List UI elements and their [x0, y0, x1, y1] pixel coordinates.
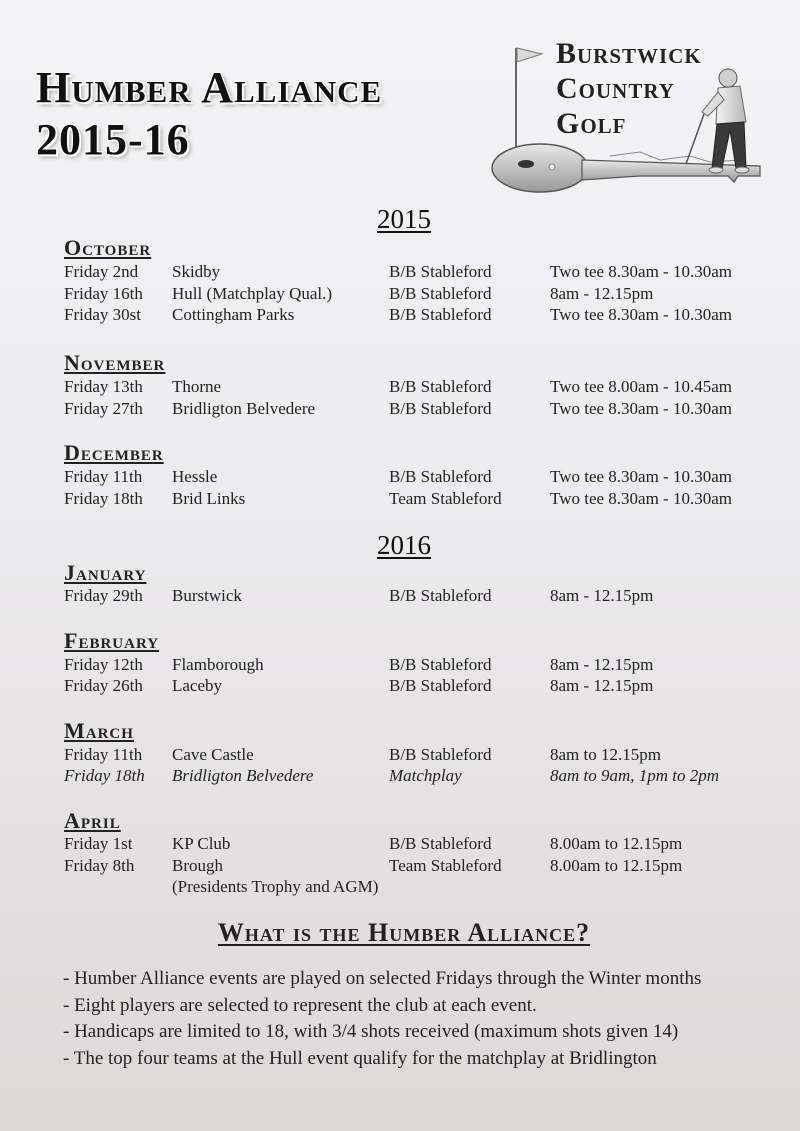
event-venue: Cottingham Parks — [172, 305, 295, 324]
month-december: December — [64, 440, 164, 465]
month-march: March — [64, 718, 134, 743]
event-row — [0, 489, 800, 511]
event-venue: Laceby — [172, 676, 223, 695]
event-time: Two tee 8.00am - 10.45am — [550, 377, 732, 396]
event-date: Friday 8th — [64, 856, 135, 875]
event-date: Friday 12th — [64, 655, 143, 674]
logo-line-2: Country — [556, 72, 675, 105]
list-item: - Humber Alliance events are played on selected Fridays through the Winter months — [63, 968, 702, 989]
logo-line-1: Burstwick — [556, 37, 702, 70]
event-time: Two tee 8.30am - 10.30am — [550, 305, 732, 324]
event-venue: Bridligton Belvedere — [172, 766, 314, 785]
title-line-2: 2015-16 — [36, 115, 190, 164]
event-time: Two tee 8.30am - 10.30am — [550, 467, 732, 486]
event-format: Team Stableford — [389, 489, 502, 508]
list-item: - Handicaps are limited to 18, with 3/4 shots received (maximum shots given 14) — [63, 1021, 679, 1042]
event-venue: Brid Links — [172, 489, 246, 508]
event-time: Two tee 8.30am - 10.30am — [550, 399, 732, 418]
about-heading: What is the Humber Alliance? — [217, 918, 591, 947]
list-item: - Eight players are selected to represent the club at each event. — [63, 994, 537, 1016]
event-time: Two tee 8.30am - 10.30am — [550, 262, 732, 281]
month-april: April — [64, 808, 121, 833]
event-time: 8am - 12.15pm — [550, 655, 654, 674]
event-format: Matchplay — [389, 766, 462, 785]
event-row — [0, 467, 800, 489]
event-date: Friday 18th — [64, 766, 145, 785]
month-november: November — [64, 350, 166, 375]
event-format: B/B Stableford — [389, 377, 492, 396]
event-venue: Flamborough — [172, 655, 264, 674]
year-heading-2015: 2015 — [377, 204, 431, 234]
event-row — [0, 586, 800, 608]
event-row — [0, 676, 800, 698]
event-date: Friday 18th — [64, 489, 143, 508]
event-format: B/B Stableford — [389, 262, 492, 281]
event-venue: Skidby — [172, 262, 221, 281]
event-format: B/B Stableford — [389, 655, 492, 674]
event-venue: Bridligton Belvedere — [172, 399, 316, 418]
event-date: Friday 11th — [64, 745, 143, 764]
event-date: Friday 1st — [64, 834, 133, 853]
event-row — [0, 377, 800, 399]
event-row — [0, 305, 800, 327]
event-venue: Burstwick — [172, 586, 242, 605]
event-row — [0, 745, 800, 767]
club-logo-text — [556, 36, 702, 141]
logo-line-3: Golf — [556, 107, 627, 140]
event-date: Friday 29th — [64, 586, 143, 605]
event-venue: Thorne — [172, 377, 222, 396]
event-row — [0, 856, 800, 878]
event-date: Friday 13th — [64, 377, 143, 396]
event-time: Two tee 8.30am - 10.30am — [550, 489, 732, 508]
event-format: B/B Stableford — [389, 284, 492, 303]
event-format: B/B Stableford — [389, 745, 492, 764]
event-date: Friday 26th — [64, 676, 143, 695]
event-time: 8.00am to 12.15pm — [550, 856, 683, 875]
event-time: 8am to 12.15pm — [550, 745, 661, 764]
month-february: February — [64, 628, 160, 653]
event-time: 8am - 12.15pm — [550, 284, 654, 303]
list-item: - The top four teams at the Hull event qualify for the matchplay at Bridlington — [63, 1047, 657, 1069]
event-venue: KP Club — [172, 834, 231, 853]
event-date: Friday 11th — [64, 467, 143, 486]
about-list — [63, 966, 701, 1072]
event-venue: Brough — [172, 856, 223, 875]
event-row — [0, 834, 800, 856]
event-format: B/B Stableford — [389, 586, 492, 605]
event-format: B/B Stableford — [389, 676, 492, 695]
event-format: Team Stableford — [389, 856, 502, 875]
title-line-1: Humber Alliance — [36, 63, 383, 112]
event-date: Friday 30st — [64, 305, 141, 324]
event-format: B/B Stableford — [389, 399, 492, 418]
month-october: October — [64, 235, 152, 260]
event-format: B/B Stableford — [389, 305, 492, 324]
event-row — [0, 399, 800, 421]
month-january: January — [64, 560, 147, 585]
event-row — [0, 284, 800, 306]
event-venue: Hessle — [172, 467, 218, 486]
event-row — [0, 655, 800, 677]
event-time: 8am to 9am, 1pm to 2pm — [550, 766, 720, 785]
event-row — [0, 766, 800, 788]
event-row — [0, 262, 800, 284]
event-time: 8am - 12.15pm — [550, 676, 654, 695]
event-date: Friday 27th — [64, 399, 143, 418]
event-venue: Cave Castle — [172, 745, 254, 764]
event-date: Friday 2nd — [64, 262, 139, 281]
event-time: 8am - 12.15pm — [550, 586, 654, 605]
event-date: Friday 16th — [64, 284, 143, 303]
event-time: 8.00am to 12.15pm — [550, 834, 683, 853]
year-heading-2016: 2016 — [377, 530, 431, 560]
event-format: B/B Stableford — [389, 834, 492, 853]
page-title — [36, 62, 382, 166]
event-format: B/B Stableford — [389, 467, 492, 486]
event-note: (Presidents Trophy and AGM) — [172, 877, 379, 896]
event-venue: Hull (Matchplay Qual.) — [172, 284, 333, 303]
